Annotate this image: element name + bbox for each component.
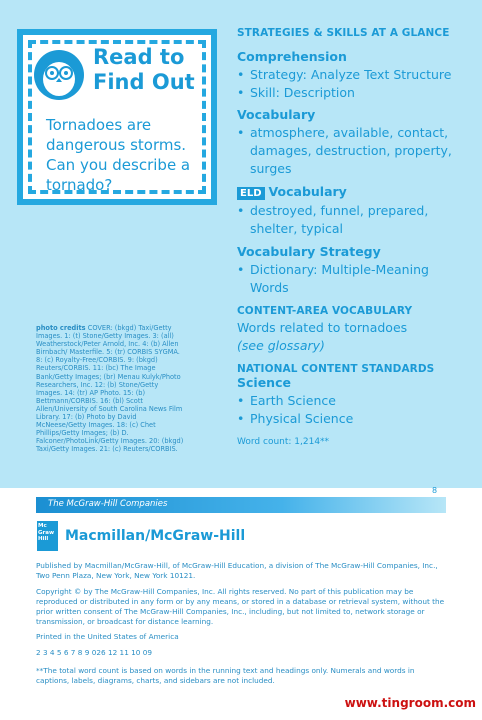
- vocabulary-heading: Vocabulary: [237, 107, 316, 122]
- photo-credits: [36, 324, 184, 454]
- content-area-note: (see glossary): [237, 338, 325, 353]
- standards-heading: NATIONAL CONTENT STANDARDS: [237, 363, 435, 375]
- standards-list: [237, 392, 467, 428]
- owl-icon: [33, 49, 85, 101]
- comprehension-heading: Comprehension: [237, 49, 347, 64]
- copyright-notice: Copyright © by The McGraw-Hill Companies, Inc. All rights reserved. No part of this publication may be reproduced or distributed in any form or by any means, or stored in a database or retrieval system, without the prior written consent of The McGraw-Hill Companies, Inc., including, but not limited to, network storage or transmission, or broadcast for distance learning.: [36, 587, 445, 626]
- list-item: • Strategy: Analyze Text Structure: [237, 66, 467, 84]
- list-item: • destroyed, funnel, prepared, shelter, typical: [237, 202, 467, 238]
- band-text: The McGraw-Hill Companies: [48, 499, 168, 509]
- page-number: 8: [432, 486, 438, 495]
- photo-credits-label: photo credits: [36, 324, 86, 332]
- word-count: Word count: 1,214**: [237, 437, 330, 447]
- content-area-text: Words related to tornadoes: [237, 320, 408, 335]
- printed-in: Printed in the United States of America: [36, 632, 179, 641]
- strategies-skills-panel: [237, 27, 467, 447]
- read-to-find-out-title: Read to Find Out: [93, 45, 195, 94]
- focus-question: Tornadoes are dangerous storms. Can you describe a tornado?: [46, 116, 191, 194]
- read-to-find-out-box: [17, 29, 217, 205]
- mcgraw-hill-logo: Mc Graw Hill: [37, 521, 58, 551]
- list-item: • Physical Science: [237, 410, 467, 428]
- vocabulary-strategy-heading: Vocabulary Strategy: [237, 244, 381, 259]
- list-item: • Earth Science: [237, 392, 467, 410]
- vocabulary-list: [237, 124, 467, 178]
- print-numbers: 2 3 4 5 6 7 8 9 026 12 11 10 09: [36, 648, 153, 657]
- publisher-band: [36, 497, 446, 513]
- list-item: • atmosphere, available, contact, damages, destruction, property, surges: [237, 124, 467, 178]
- eld-vocabulary-list: [237, 202, 467, 238]
- standards-subject: Science: [237, 375, 291, 390]
- vocabulary-strategy-list: [237, 261, 467, 297]
- photo-credits-text: COVER: (bkgd) Taxi/Getty Images. 1: (t) Stone/Getty Images. 3: (all) Weatherstock/Peter Arnold, Inc. 4: (b) Allen Birnbach/ Masterfile. 5: (tr) CORBIS SYGMA. 8: (c) Royalty-Free/CORBIS. 9: (bkgd) Reuters/CORBIS. 11: (bc) The Image Bank/Getty Images; (br) Menau Kulyk/Photo Researchers, Inc. 12: (b) Stone/Getty Images. 14: (tr) AP Photo. 15: (b) Bettmann/CORBIS. 16: (bl) Scott Allen/University of South Carolina News Film Library. 17: (b) Photo by David McNeese/Getty Images. 18: (c) Chet Phillips/Getty Images; (b) D. Falconer/PhotoLink/Getty Images. 20: (bkgd) Taxi/Getty Images. 21: (c) Reuters/CORBIS.: [36, 324, 184, 454]
- eld-badge: ELD: [237, 187, 265, 200]
- publisher-name: Macmillan/McGraw-Hill: [65, 528, 246, 544]
- watermark: www.tingroom.com: [344, 696, 476, 710]
- list-item: • Dictionary: Multiple-Meaning Words: [237, 261, 467, 297]
- content-area-heading: CONTENT-AREA VOCABULARY: [237, 305, 413, 317]
- eld-vocabulary-label: Vocabulary: [268, 184, 347, 199]
- glance-heading: STRATEGIES & SKILLS AT A GLANCE: [237, 27, 450, 39]
- comprehension-list: [237, 66, 467, 102]
- eld-vocabulary-heading: [237, 184, 467, 200]
- published-by: Published by Macmillan/McGraw-Hill, of McGraw-Hill Education, a division of The McGraw-Hill Companies, Inc., Two Penn Plaza, New York, New York 10121.: [36, 561, 438, 580]
- list-item: • Skill: Description: [237, 84, 467, 102]
- word-count-footnote: **The total word count is based on words in the running text and headings only. Numerals and words in captions, labels, diagrams, charts, and sidebars are not included.: [36, 666, 415, 685]
